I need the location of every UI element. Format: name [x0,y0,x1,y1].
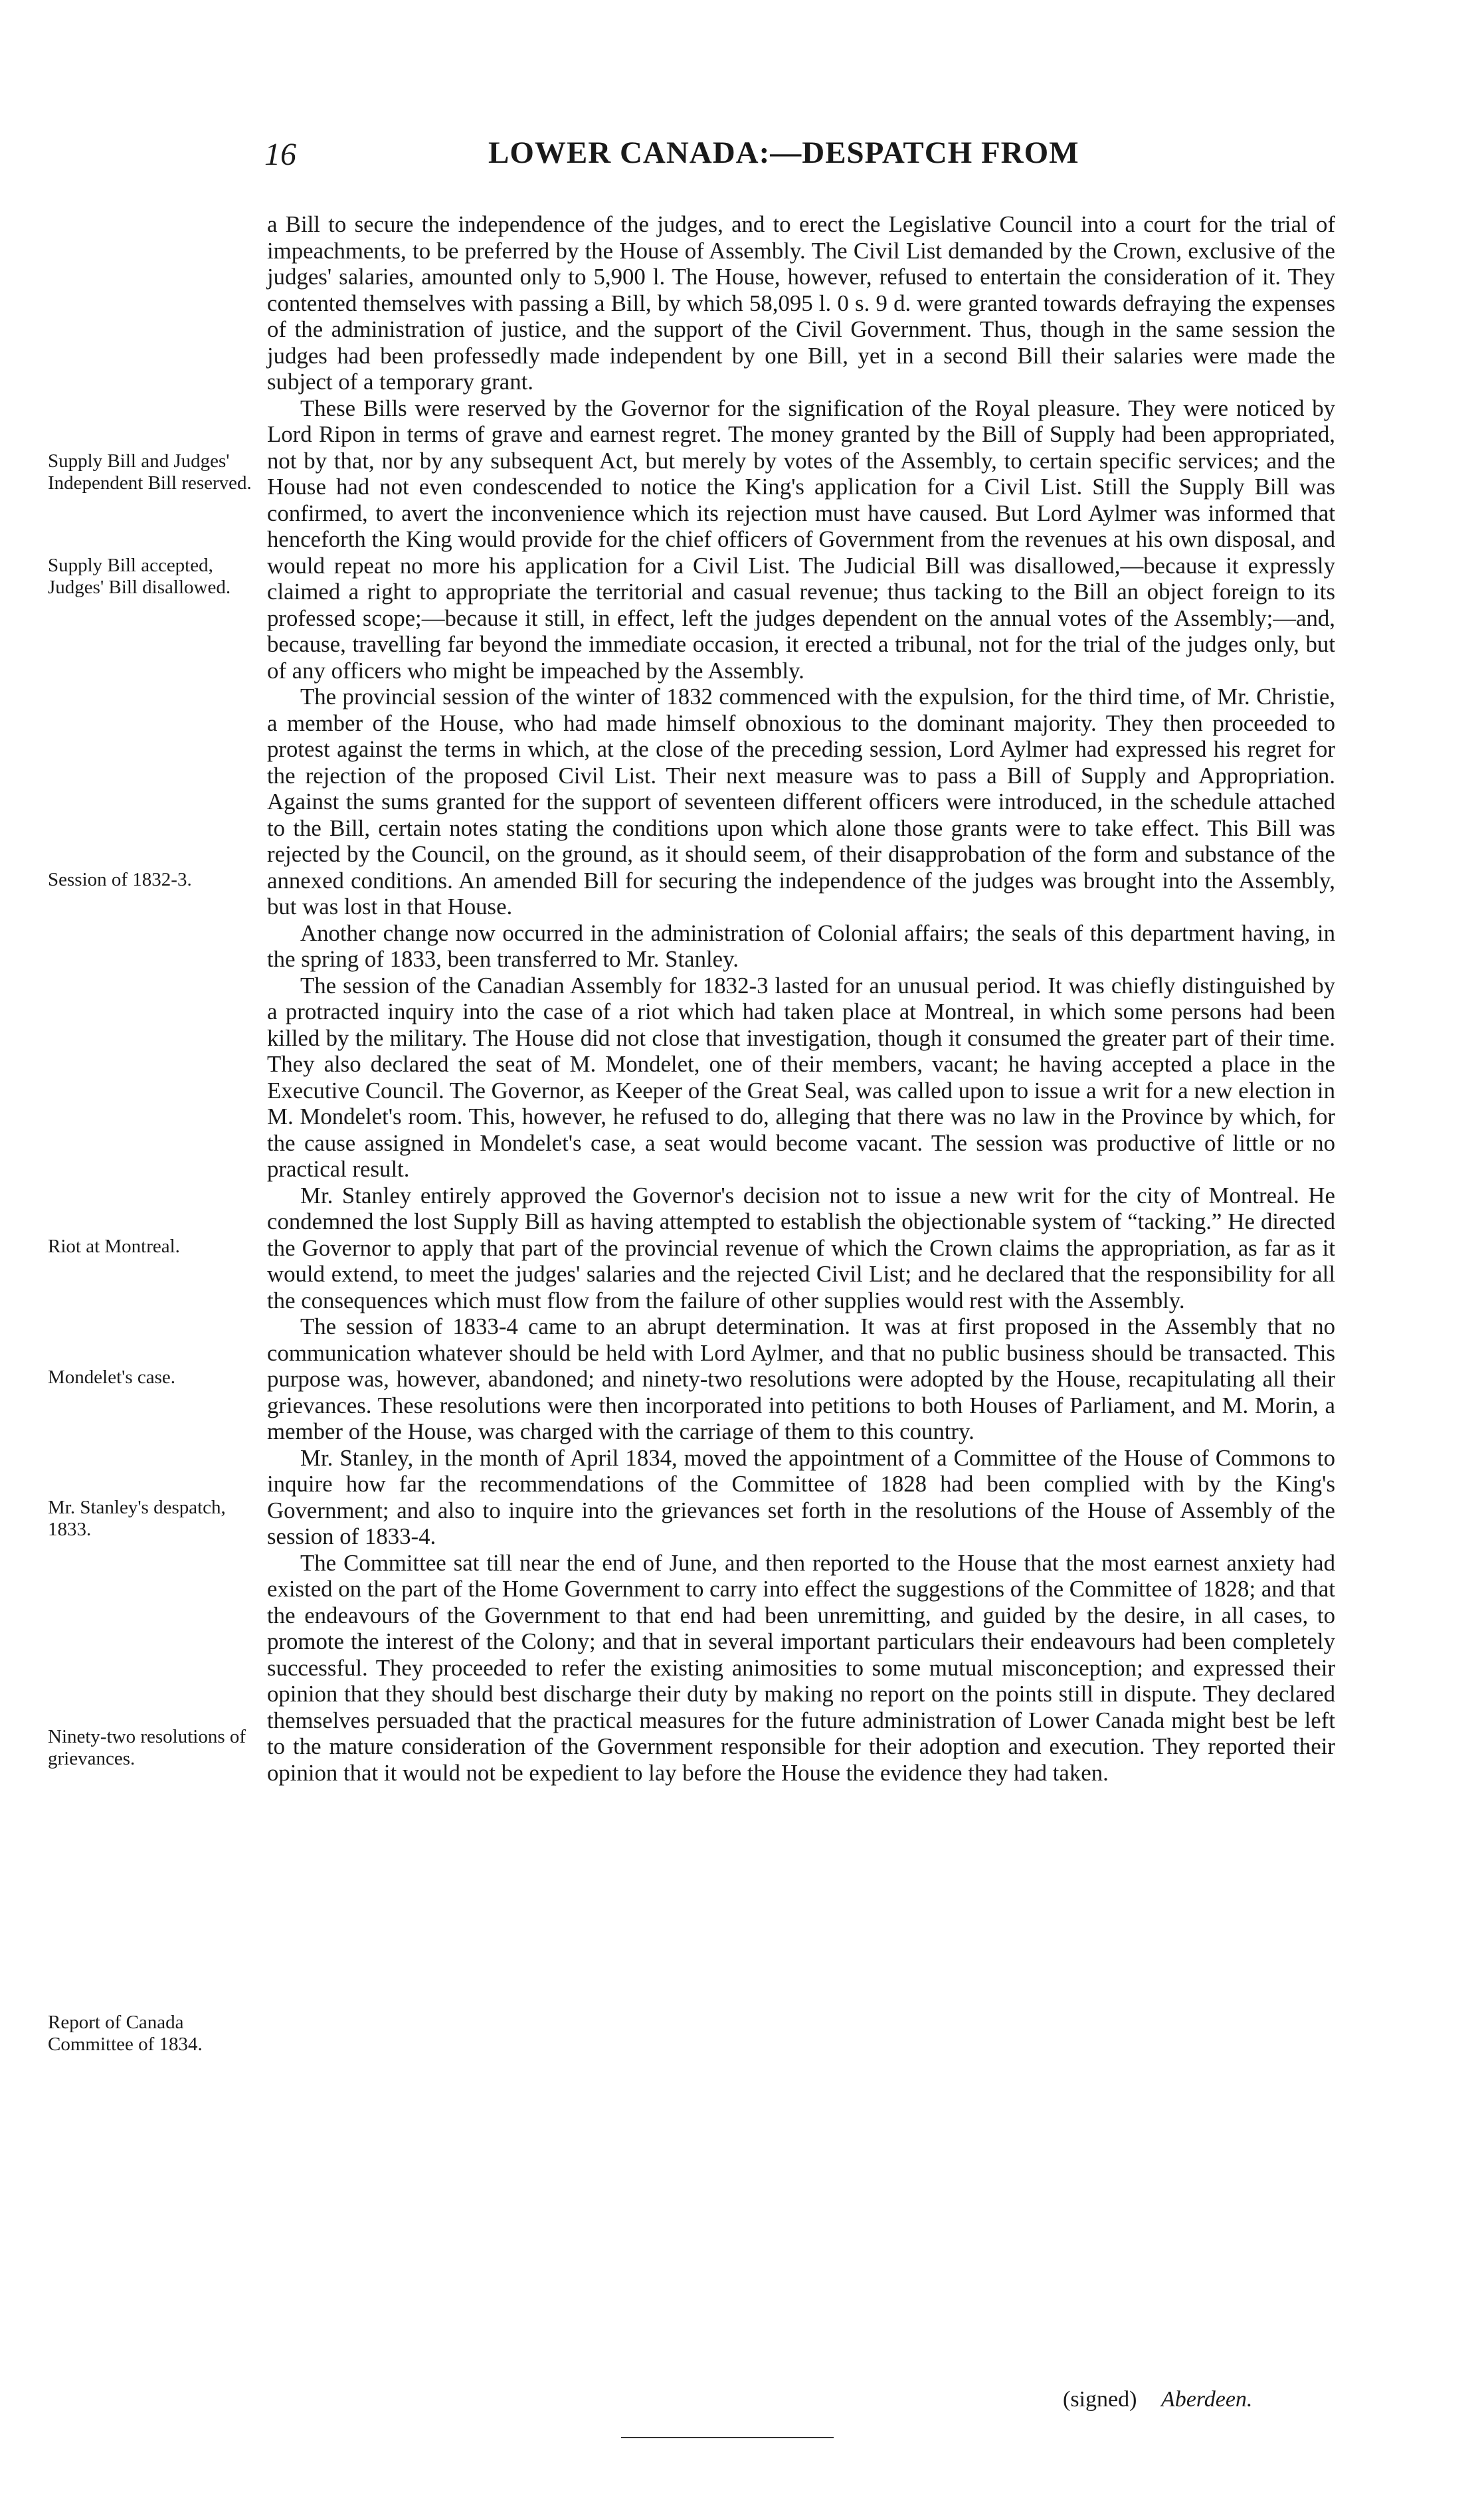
body-text [267,211,1335,1786]
page-number: 16 [264,137,296,172]
margin-note-riot-montreal: Riot at Montreal. [48,1236,180,1257]
signature-label: (signed) [1063,2387,1137,2412]
signature-name: Aberdeen. [1160,2387,1253,2412]
paragraph-8: Mr. Stanley, in the month of April 1834, moved the appointment of a Committee of the House of Commons to inquire how far the recommendations of the Committee of 1828 had been complied with by the King's Government; and also to inquire into the grievances set forth in the resolutions of the House of Assembly of the session of 1833-4. [267,1444,1335,1549]
margin-note-ninety-two-resolutions: Ninety-two resolutions of grievances. [48,1726,246,1769]
margin-note-supply-bill-accepted: Supply Bill accepted, Judges' Bill disallowed. [48,555,231,598]
margin-note-supply-bill-reserved: Supply Bill and Judges' Independent Bill reserved. [48,450,252,494]
paragraph-4: Another change now occurred in the administration of Colonial affairs; the seals of this department having, in the spring of 1833, been transferred to Mr. Stanley. [267,919,1335,972]
paragraph-5: The session of the Canadian Assembly for 1832-3 lasted for an unusual period. It was chiefly distinguished by a protracted inquiry into the case of a riot which had taken place at Montreal, in which some persons had been killed by the military. The House did not close that investigation, though it consumed the greater part of their time. They also declared the seat of M. Mondelet, one of their members, vacant; he having accepted a place in the Executive Council. The Governor, as Keeper of the Great Seal, was called upon to issue a writ for a new election in M. Mondelet's room. This, however, he refused to do, alleging that there was no law in the Province by which, for the cause assigned in Mondelet's case, a seat would become vacant. The session was productive of little or no practical result. [267,972,1335,1182]
margin-note-session-1832-3: Session of 1832-3. [48,869,192,890]
paragraph-7: The session of 1833-4 came to an abrupt determination. It was at first proposed in the Assembly that no communication whatever should be held with Lord Aylmer, and that no public business should be transacted. This purpose was, however, abandoned; and ninety-two resolutions were adopted by the House, recapitulating all their grievances. These resolutions were then incorporated into petitions to both Houses of Parliament, and M. Morin, a member of the House, was charged with the carriage of them to this country. [267,1313,1335,1444]
footer-rule [621,2437,834,2438]
paragraph-9: The Committee sat till near the end of June, and then reported to the House that the most earnest anxiety had existed on the part of the Home Government to carry into effect the suggestions of the Committee of 1828; and that the endeavours of the Government to that end had been unremitting, and guided by the desire, in all cases, to promote the interest of the Colony; and that in several important particulars their endeavours had been completely successful. They proceeded to refer the existing animosities to some mutual misconception; and expressed their opinion that they should best discharge their duty by making no report on the points still in dispute. They declared themselves persuaded that the practical measures for the future administration of Lower Canada might best be left to the mature consideration of the Government responsible for their adoption and execution. They reported their opinion that it would not be expedient to lay before the House the evidence they had taken. [267,1549,1335,1786]
paragraph-1: a Bill to secure the independence of the judges, and to erect the Legislative Council into a court for the trial of impeachments, to be preferred by the House of Assembly. The Civil List demanded by the Crown, exclusive of the judges' salaries, amounted only to 5,900 l. The House, however, refused to entertain the consideration of it. They contented themselves with passing a Bill, by which 58,095 l. 0 s. 9 d. were granted towards defraying the expenses of the administration of justice, and the support of the Civil Government. Thus, though in the same session the judges had been professedly made independent by one Bill, yet in a second Bill their salaries were made the subject of a temporary grant. [267,211,1335,395]
margin-note-mondelet-case: Mondelet's case. [48,1367,176,1388]
paragraph-2: These Bills were reserved by the Governor for the signification of the Royal pleasure. They were noticed by Lord Ripon in terms of grave and earnest regret. The money granted by the Bill of Supply had been appropriated, not by that, nor by any subsequent Act, but merely by votes of the Assembly, to certain specific services; and the House had not even condescended to notice the King's application for a Civil List. Still the Supply Bill was confirmed, to avert the inconvenience which its rejection must have caused. But Lord Aylmer was informed that henceforth the King would provide for the chief officers of Government from the revenues at his own disposal, and would repeat no more his application for a Civil List. The Judicial Bill was disallowed,—because it expressly claimed a right to appropriate the territorial and casual revenue; thus tacking to the Bill an object foreign to its professed scope;—because it still, in effect, left the judges dependent on the annual votes of the Assembly;—and, because, travelling far beyond the immediate occasion, it erected a tribunal, not for the trial of the judges only, but of any officers who might be impeached by the Assembly. [267,395,1335,684]
page-title: LOWER CANADA:—DESPATCH FROM [488,136,1079,170]
paragraph-3: The provincial session of the winter of 1832 commenced with the expulsion, for the third time, of Mr. Christie, a member of the House, who had made himself obnoxious to the dominant majority. They then proceeded to protest against the terms in which, at the close of the preceding session, Lord Aylmer had expressed his regret for the rejection of the proposed Civil List. Their next measure was to pass a Bill of Supply and Appropriation. Against the sums granted for the support of seventeen different officers were introduced, in the schedule attached to the Bill, certain notes stating the conditions upon which alone those grants were to take effect. This Bill was rejected by the Council, on the ground, as it should seem, of their disapprobation of the form and substance of the annexed conditions. An amended Bill for securing the independence of the judges was brought into the Assembly, but was lost in that House. [267,684,1335,919]
margin-note-report-committee-1834: Report of Canada Committee of 1834. [48,2012,203,2055]
margin-note-stanley-despatch: Mr. Stanley's despatch, 1833. [48,1497,226,1540]
signature [1063,2387,1252,2412]
paragraph-6: Mr. Stanley entirely approved the Governor's decision not to issue a new writ for the city of Montreal. He condemned the lost Supply Bill as having attempted to establish the objectionable system of “tacking.” He directed the Governor to apply that part of the provincial revenue of which the Crown claims the appropriation, as far as it would extend, to meet the judges' salaries and the rejected Civil List; and he declared that the responsibility for all the consequences which must flow from the failure of other supplies would rest with the Assembly. [267,1182,1335,1313]
